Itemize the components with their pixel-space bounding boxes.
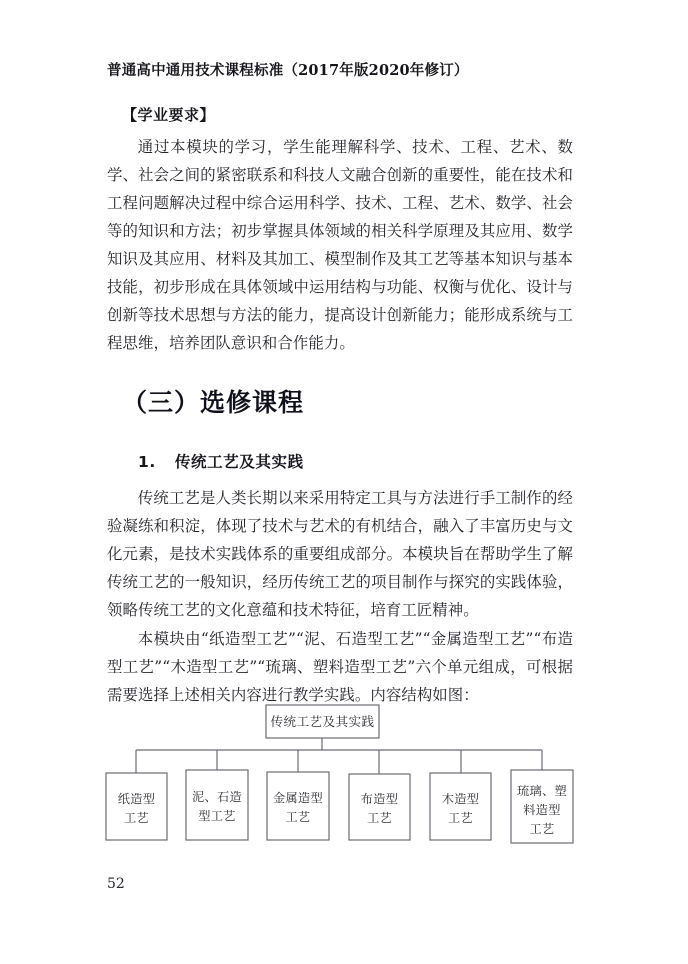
diagram-leaf-label-line: 工艺	[367, 811, 392, 825]
paragraph: 本模块由“纸造型工艺”“泥、石造型工艺”“金属造型工艺”“布造型工艺”“木造型工艺”“琉璃、塑料造型工艺”六个单元组成，可根据需要选择上述相关内容进行教学实践。内容结构如图：	[107, 630, 573, 704]
diagram-leaf-node	[430, 773, 491, 840]
module-title: 传统工艺及其实践	[174, 453, 304, 471]
diagram-leaf-label-line: 纸造型	[117, 792, 156, 806]
diagram-leaf-label-line: 金属造型	[273, 791, 323, 805]
module-number: 1.	[138, 453, 156, 471]
content-structure-diagram	[100, 698, 590, 853]
diagram-leaf-node	[349, 774, 410, 840]
paragraph: 通过本模块的学习，学生能理解科学、技术、工程、艺术、数学、社会之间的紧密联系和科技人文融合创新的重要性，能在技术和工程问题解决过程中综合运用科学、技术、工程、艺术、数学、社会等的知识和方法；初步掌握具体领域的相关科学原理及其应用、数学知识及其应用、材料及其加工、模型制作及其工艺等基本知识与基本技能，初步形成在具体领域中运用结构与功能、权衡与优化、设计与创新等技术思想与方法的能力，提高设计创新能力；能形成系统与工程思维，培养团队意识和合作能力。	[107, 138, 573, 352]
running-header: 普通高中通用技术课程标准（2017年版2020年修订）	[107, 62, 469, 79]
diagram-leaf-node	[511, 770, 573, 843]
diagram-connectors	[136, 738, 542, 774]
elective-section-heading: （三）选修课程	[122, 388, 305, 417]
diagram-leaf-label-line: 泥、石造	[192, 790, 242, 804]
page-number: 52	[107, 876, 125, 892]
module-body-paragraph-2	[107, 625, 573, 709]
module-subheading	[138, 450, 304, 472]
diagram-leaf-node	[106, 773, 167, 840]
academic-requirements-body	[107, 133, 573, 357]
diagram-leaf-label-line: 木造型	[441, 792, 480, 806]
diagram-root-node	[266, 705, 379, 738]
module-body-paragraph-1	[107, 484, 573, 624]
diagram-leaf-label-line: 琉璃、塑	[517, 784, 567, 798]
diagram-leaf-label-line: 工艺	[285, 810, 311, 824]
diagram-leaf-label-line: 布造型	[360, 792, 399, 806]
diagram-leaf-label-line: 工艺	[448, 811, 473, 825]
diagram-leaf-node	[186, 770, 248, 840]
diagram-leaf-label-line: 工艺	[529, 822, 555, 836]
academic-requirements-label: 【学业要求】	[122, 106, 216, 124]
diagram-leaf-label-line: 料造型	[523, 803, 561, 817]
diagram-root-label: 传统工艺及其实践	[270, 714, 375, 729]
paragraph: 传统工艺是人类长期以来采用特定工具与方法进行手工制作的经验凝练和积淀，体现了技术与艺术的有机结合，融入了丰富历史与文化元素，是技术实践体系的重要组成部分。本模块旨在帮助学生了解传统工艺的一般知识，经历传统工艺的项目制作与探究的实践体验，领略传统工艺的文化意蕴和技术特征，培育工匠精神。	[107, 489, 573, 619]
diagram-leaf-node	[267, 772, 329, 840]
diagram-leaf-label-line: 工艺	[124, 811, 149, 825]
diagram-leaf-label-line: 型工艺	[198, 809, 236, 823]
